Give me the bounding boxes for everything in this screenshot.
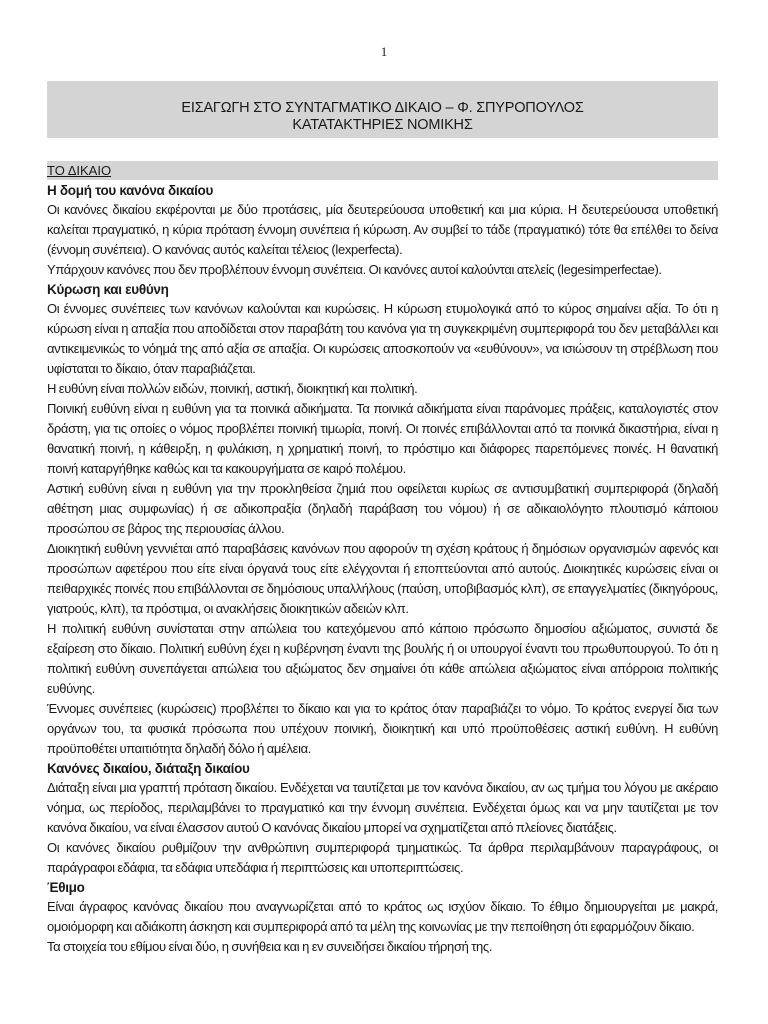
document-title-box (47, 81, 718, 138)
content-blocks (47, 181, 718, 957)
document-title: ΕΙΣΑΓΩΓΗ ΣΤΟ ΣΥΝΤΑΓΜΑΤΙΚΟ ΔΙΚΑΙΟ – Φ. ΣΠΥΡΟΠΟΥΛΟΣ (181, 100, 584, 116)
subheading: Η δομή του κανόνα δικαίου (47, 183, 214, 198)
section-heading: ΤΟ ΔΙΚΑΙΟ (47, 161, 718, 180)
subheading: Κύρωση και ευθύνη (47, 282, 169, 297)
paragraph: Υπάρχουν κανόνες που δεν προβλέπουν έννομη συνέπεια. Οι κανόνες αυτοί καλούνται ατελείς (legesimperfectae). (47, 262, 662, 277)
paragraph: Είναι άγραφος κανόνας δικαίου που αναγνωρίζεται από το κράτος ως ισχύον δίκαιο. Το έθιμο δημιουργείται με μακρά, ομοιόμορφη και αδιάκοπη άσκηση και συμπεριφορά από τα μέλη της κοινωνίας με την πεποίθηση ότι εφαρμόζουν δίκαιο. (47, 899, 718, 934)
document-subtitle: ΚΑΤΑΤΑΚΤΗΡΙΕΣ ΝΟΜΙΚΗΣ (292, 117, 473, 133)
paragraph: Η ευθύνη είναι πολλών ειδών, ποινική, αστική, διοικητική και πολιτική. (47, 381, 418, 396)
subheading: Έθιμο (47, 880, 85, 895)
paragraph: Οι έννομες συνέπειες των κανόνων καλούνται και κυρώσεις. Η κύρωση ετυμολογικά από το κύρος σημαίνει αξία. Το ότι η κύρωση είναι η απαξία που αποδίδεται στον παραβάτη του κανόνα για τη συγκεκριμένη συμπεριφορά του δεν μεταβάλλει και αντικειμενικώς το νόημά της από αξία σε απαξία. Οι κυρώσεις αποσκοπούν να «ευθύνουν», να ισιώσουν τη στρέβλωση που υφίσταται το δίκαιο, όταν παραβιάζεται. (47, 301, 718, 376)
paragraph: Οι κανόνες δικαίου εκφέρονται με δύο προτάσεις, μία δευτερεύουσα υποθετική και μια κύρια. Η δευτερεύουσα υποθετική καλείται πραγματικό, η κύρια πρόταση έννομη συνέπεια ή κύρωση. Αν συμβεί το τάδε (πραγματικό) τότε θα επέλθει το δείνα (έννομη συνέπεια). Ο κανόνας αυτός καλείται τέλειος (lexperfecta). (47, 202, 718, 257)
paragraph: Διοικητική ευθύνη γεννιέται από παραβάσεις κανόνων που αφορούν τη σχέση κράτους ή δημόσιων οργανισμών αφενός και προσώπων αφετέρου που είτε είναι όργανά τους είτε ελέγχονται ή εποπτεύονται από αυτούς. Διοικητικές κυρώσεις είναι οι πειθαρχικές ποινές που επιβάλλονται σε δημόσιους υπαλλήλους (παύση, υποβιβασμός κλπ), σε επαγγελματίες (δικηγόρους, γιατρούς, κλπ), τα πρόστιμα, οι ανακλήσεις διοικητικών αδειών κλπ. (47, 541, 718, 616)
page-number: 1 (380, 44, 388, 59)
paragraph: Αστική ευθύνη είναι η ευθύνη για την προκληθείσα ζημιά που οφείλεται κυρίως σε αντισυμβατική συμπεριφορά (δηλαδή αθέτηση μιας συμφωνίας) ή σε αδικοπραξία (δηλαδή παράβαση του νόμου) ή σε αδικαιολόγητο πλουτισμό κάποιου προσώπου σε βάρος της περιουσίας άλλου. (47, 481, 718, 536)
paragraph: Οι κανόνες δικαίου ρυθμίζουν την ανθρώπινη συμπεριφορά τμηματικώς. Τα άρθρα περιλαμβάνουν παραγράφους, οι παράγραφοι εδάφια, τα εδάφια υπεδάφια ή περιπτώσεις και υποπεριπτώσεις. (47, 840, 718, 875)
paragraph: Έννομες συνέπειες (κυρώσεις) προβλέπει το δίκαιο και για το κράτος όταν παραβιάζει το νόμο. Το κράτος ενεργεί δια των οργάνων του, τα φυσικά πρόσωπα που υπέχουν ποινική, διοικητική και υπό προϋποθέσεις αστική ευθύνη. Η ευθύνη προϋποθέτει υπαιτιότητα δηλαδή δόλο ή αμέλεια. (47, 701, 718, 756)
paragraph: Διάταξη είναι μια γραπτή πρόταση δικαίου. Ενδέχεται να ταυτίζεται με τον κανόνα δικαίου, αν ως τμήμα του λόγου με ακέραιο νόημα, ως περίοδος, περιλαμβάνει το πραγματικό και την έννομη συνέπεια. Ενδέχεται όμως και να μην ταυτίζεται με τον κανόνα δικαίου, να είναι έλασσον αυτού Ο κανόνας δικαίου μπορεί να σχηματίζεται από πλείονες διατάξεις. (47, 780, 718, 835)
document-body (47, 161, 718, 957)
paragraph: Η πολιτική ευθύνη συνίσταται στην απώλεια του κατεχόμενου από κάποιο πρόσωπο δημοσίου αξιώματος, συνιστά δε εξαίρεση στο δίκαιο. Πολιτική ευθύνη έχει η κυβέρνηση έναντι της βουλής ή οι υπουργοί έναντι του πρωθυπουργού. Το ότι η πολιτική ευθύνη συνεπάγεται απώλεια του αξιώματος δεν σημαίνει ότι κάθε απώλεια αξιώματος είναι απόρροια πολιτικής ευθύνης. (47, 621, 718, 696)
paragraph: Τα στοιχεία του εθίμου είναι δύο, η συνήθεια και η εν συνειδήσει δικαίου τήρησή της. (47, 939, 493, 954)
paragraph: Ποινική ευθύνη είναι η ευθύνη για τα ποινικά αδικήματα. Τα ποινικά αδικήματα είναι παράνομες πράξεις, καταλογιστές στον δράστη, για τις οποίες ο νόμος προβλέπει ποινική τιμωρία, ποινή. Οι ποινές επιβάλλονται από τα ποινικά δικαστήρια, είναι η θανατική ποινή, η κάθειρξη, η φυλάκιση, η χρηματική ποινή, το πρόστιμο και διάφορες παρεπόμενες ποινές. Η θανατική ποινή καταργήθηκε καθώς και τα κακουργήματα σε καιρό πολέμου. (47, 401, 718, 476)
subheading: Κανόνες δικαίου, διάταξη δικαίου (47, 761, 250, 776)
